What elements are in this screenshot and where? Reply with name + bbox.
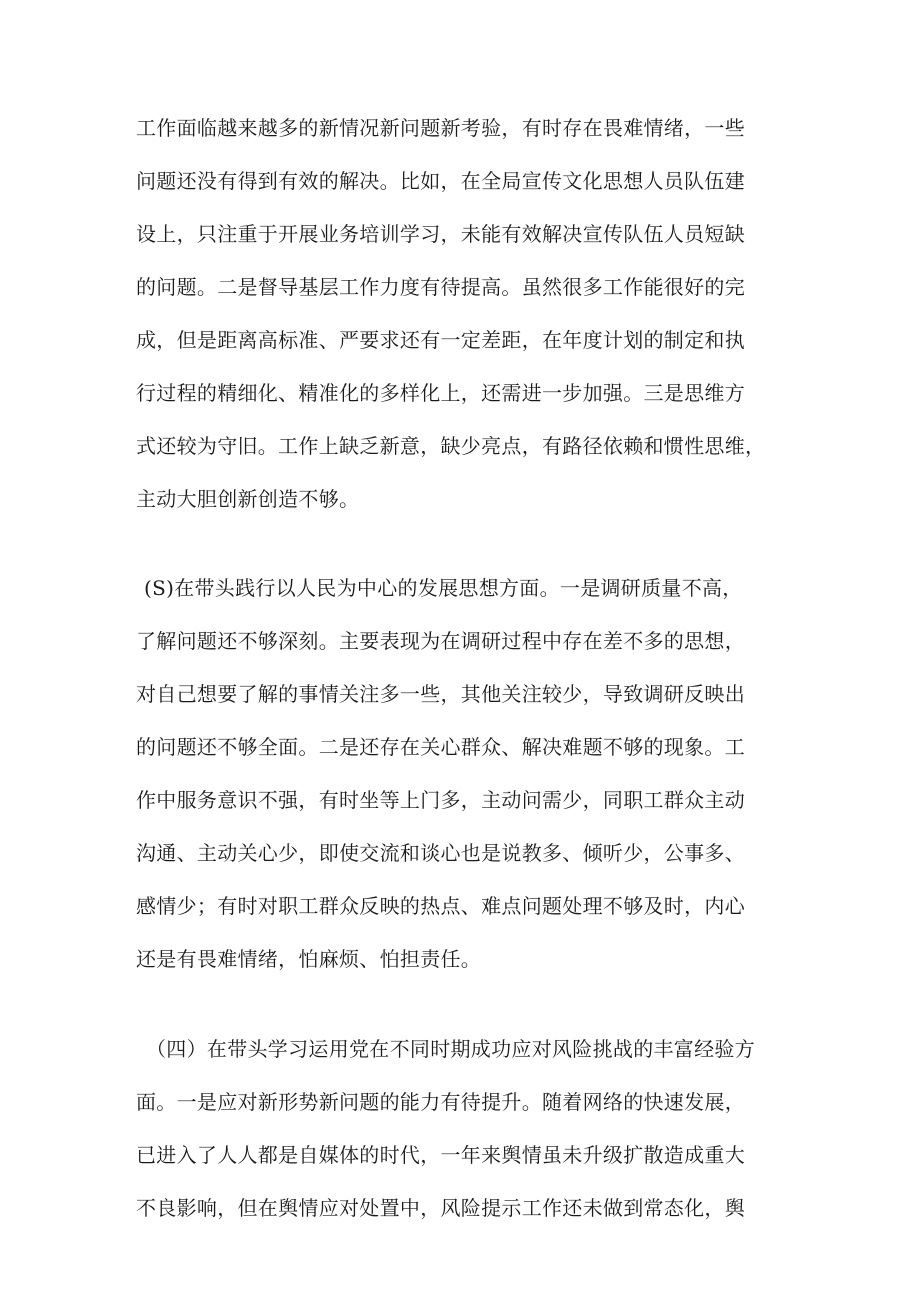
text-line: 主动大胆创新创造不够。 <box>136 487 360 511</box>
text-line: 还是有畏难情绪，怕麻烦、怕担责任。 <box>136 947 482 971</box>
text-line: 沟通、主动关心少，即使交流和谈心也是说教多、倾听少，公事多、 <box>136 841 745 865</box>
text-line: 不良影响，但在舆情应对处置中，风险提示工作还未做到常态化，舆 <box>136 1196 745 1220</box>
text-line: 成，但是距离高标准、严要求还有一定差距，在年度计划的制定和执 <box>136 328 745 352</box>
text-line: (S)在带头践行以人民为中心的发展思想方面。一是调研质量不高， <box>144 576 743 600</box>
text-line: 的问题还不够全面。二是还存在关心群众、解决难题不够的现象。工 <box>136 735 745 759</box>
text-line: 问题还没有得到有效的解决。比如，在全局宣传文化思想人员队伍建 <box>136 169 745 193</box>
text-line: （四）在带头学习运用党在不同时期成功应对风险挑战的丰富经验方 <box>146 1037 755 1061</box>
text-line: 面。一是应对新形势新问题的能力有待提升。随着网络的快速发展， <box>136 1090 745 1114</box>
text-line: 对自己想要了解的事情关注多一些，其他关注较少，导致调研反映出 <box>136 682 745 706</box>
text-line: 感情少；有时对职工群众反映的热点、难点问题处理不够及时，内心 <box>136 894 745 918</box>
text-line: 的问题。二是督导基层工作力度有待提高。虽然很多工作能很好的完 <box>136 275 745 299</box>
text-line: 已进入了人人都是自媒体的时代，一年来舆情虽未升级扩散造成重大 <box>136 1143 745 1167</box>
text-line: 作中服务意识不强，有时坐等上门多，主动问需少，同职工群众主动 <box>136 788 745 812</box>
text-line: 行过程的精细化、精准化的多样化上，还需进一步加强。三是思维方 <box>136 381 745 405</box>
text-line: 设上，只注重于开展业务培训学习，未能有效解决宣传队伍人员短缺 <box>136 222 745 246</box>
text-line: 工作面临越来越多的新情况新问题新考验，有时存在畏难情绪，一些 <box>136 116 745 140</box>
text-line: 了解问题还不够深刻。主要表现为在调研过程中存在差不多的思想， <box>136 629 745 653</box>
text-line: 式还较为守旧。工作上缺乏新意，缺少亮点，有路径依赖和惯性思维， <box>136 434 766 458</box>
